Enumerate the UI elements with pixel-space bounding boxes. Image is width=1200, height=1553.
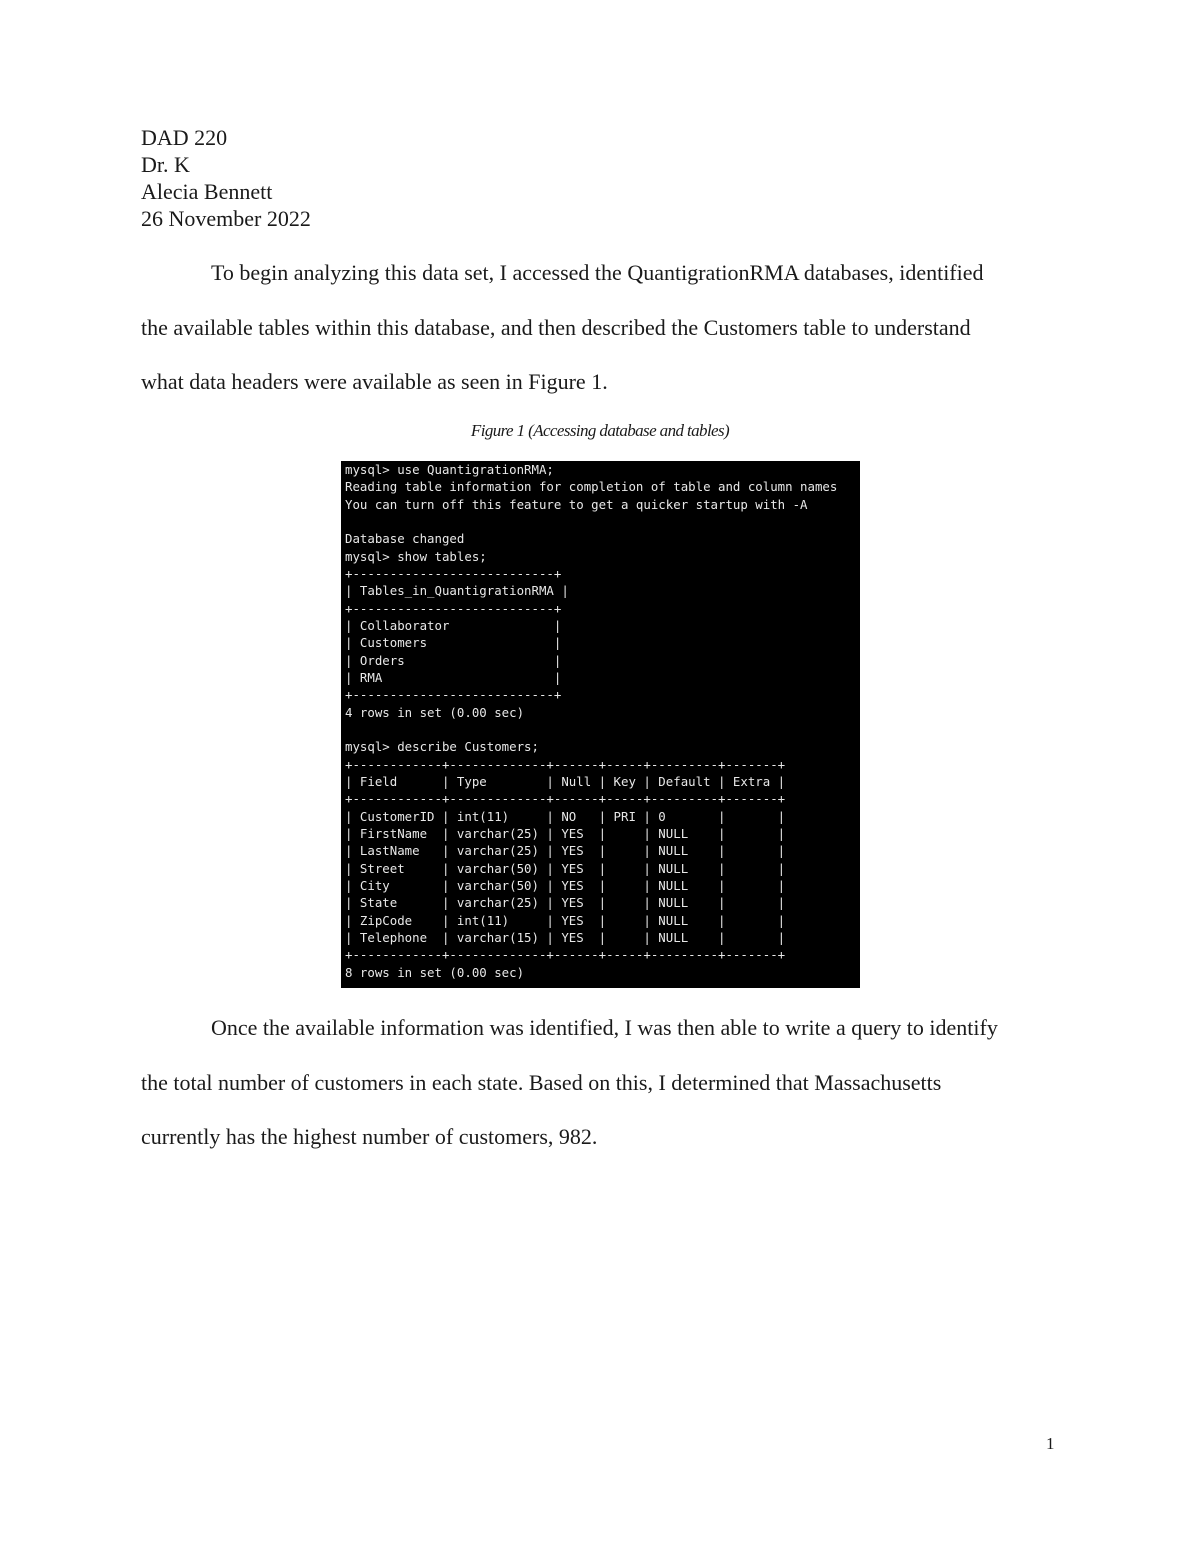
- terminal-line: | ZipCode | int(11) | YES | | NULL | |: [345, 912, 786, 928]
- terminal-line: [345, 721, 860, 738]
- terminal-line: mysql> show tables;: [345, 548, 487, 564]
- paragraph-line: what data headers were available as seen in Figure 1.: [141, 369, 608, 394]
- page-number: 1: [1046, 1434, 1055, 1453]
- terminal-line: | Customers |: [345, 635, 562, 651]
- document-date: 26 November 2022: [141, 206, 311, 231]
- terminal-line: +---------------------------+: [345, 565, 562, 581]
- terminal-line: | State | varchar(25) | YES | | NULL | |: [345, 895, 786, 911]
- terminal-line: | Field | Type | Null | Key | Default | Extra |: [345, 773, 786, 789]
- paragraph-line: currently has the highest number of customers, 982.: [141, 1124, 598, 1149]
- terminal-line: | City | varchar(50) | YES | | NULL | |: [345, 877, 786, 893]
- terminal-line: | LastName | varchar(25) | YES | | NULL | |: [345, 843, 786, 859]
- terminal-line: Reading table information for completion of table and column names: [345, 479, 838, 495]
- paragraph-line: To begin analyzing this data set, I accessed the QuantigrationRMA databases, identified: [211, 260, 984, 285]
- paragraph-line: Once the available information was identified, I was then able to write a query to identify: [211, 1015, 998, 1040]
- terminal-output: [341, 461, 860, 981]
- findings-paragraph: [141, 1001, 1061, 1165]
- terminal-line: | Telephone | varchar(15) | YES | | NULL | |: [345, 929, 786, 945]
- terminal-line: Database changed: [345, 531, 465, 547]
- terminal-line: | FirstName | varchar(25) | YES | | NULL | |: [345, 825, 786, 841]
- terminal-line: mysql> use QuantigrationRMA;: [345, 462, 554, 477]
- paragraph-line: the total number of customers in each state. Based on this, I determined that Massachusetts: [141, 1069, 942, 1095]
- author-name: Alecia Bennett: [141, 179, 273, 204]
- terminal-line: [345, 513, 860, 530]
- paragraph-line: the available tables within this database, and then described the Customers table to understand: [141, 314, 971, 340]
- terminal-line: +---------------------------+: [345, 600, 562, 616]
- terminal-line: +------------+-------------+------+-----+---------+-------+: [345, 756, 786, 772]
- terminal-line: 4 rows in set (0.00 sec): [345, 704, 525, 720]
- terminal-line: | Orders |: [345, 652, 562, 668]
- terminal-line: | RMA |: [345, 669, 562, 685]
- terminal-line: mysql> describe Customers;: [345, 739, 539, 755]
- terminal-line: | CustomerID | int(11) | NO | PRI | 0 | |: [345, 808, 786, 824]
- terminal-line: 8 rows in set (0.00 sec): [345, 964, 525, 980]
- terminal-line: +---------------------------+: [345, 687, 562, 703]
- terminal-line: +------------+-------------+------+-----+---------+-------+: [345, 947, 786, 963]
- intro-paragraph: [141, 246, 1061, 410]
- terminal-line: You can turn off this feature to get a quicker startup with -A: [345, 496, 808, 512]
- course-name: DAD 220: [141, 125, 228, 150]
- terminal-line: | Tables_in_QuantigrationRMA |: [345, 583, 569, 599]
- terminal-line: | Collaborator |: [345, 617, 562, 633]
- instructor-name: Dr. K: [141, 152, 190, 177]
- terminal-screenshot: [341, 461, 860, 988]
- document-header: [141, 124, 311, 232]
- terminal-line: +------------+-------------+------+-----+---------+-------+: [345, 791, 786, 807]
- figure-caption: Figure 1 (Accessing database and tables): [470, 421, 730, 440]
- terminal-line: | Street | varchar(50) | YES | | NULL | |: [345, 860, 786, 876]
